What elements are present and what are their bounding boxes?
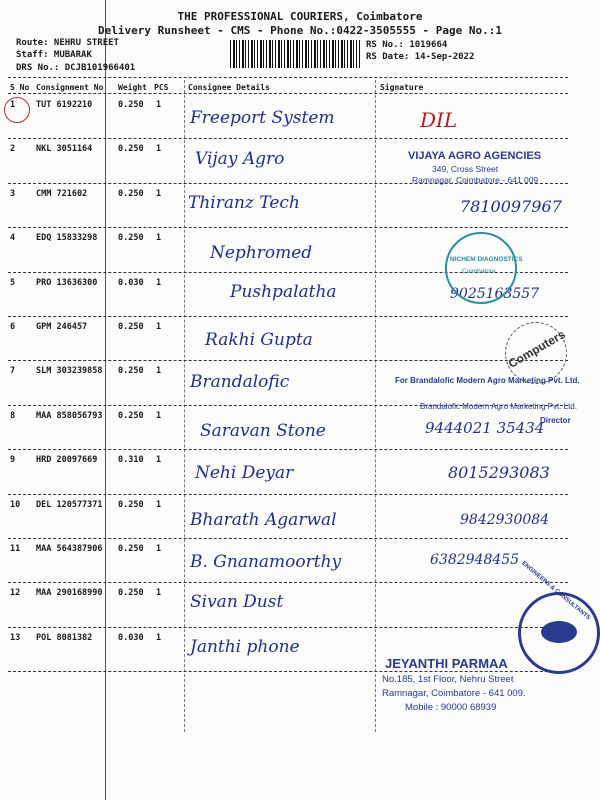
- row-weight: 0.250: [118, 233, 144, 244]
- row-weight: 0.250: [118, 366, 144, 377]
- row-weight: 0.250: [118, 588, 144, 599]
- vijaya-stamp-address: 349, Cross Street: [432, 164, 499, 174]
- row-consignee-handwriting: Saravan Stone: [200, 420, 326, 441]
- row-consignee-handwriting: Brandalofic: [190, 372, 290, 393]
- row-sno: 5: [10, 277, 16, 288]
- row-sno: 7: [10, 366, 16, 377]
- row-divider: [8, 227, 568, 228]
- row-consignment-no: DEL 120577371: [36, 499, 103, 510]
- row-consignee-handwriting: Pushpalatha: [230, 281, 337, 302]
- row-weight: 0.250: [118, 188, 144, 199]
- jeyanthi-stamp-address: No.185, 1st Floor, Nehru Street: [382, 674, 514, 685]
- row-consignment-no: MAA 564387906: [36, 544, 103, 554]
- row-sno: 10: [10, 499, 21, 510]
- row-consignee-handwriting: Freeport System: [190, 108, 335, 128]
- row-consignment-no: MAA 858056793: [36, 410, 103, 421]
- row-weight: 0.250: [118, 410, 144, 421]
- row-consignee-handwriting: Nehi Deyar: [195, 463, 294, 484]
- row-pcs: 1: [156, 632, 162, 643]
- row-divider: [8, 138, 568, 139]
- row-sno: 4: [10, 233, 16, 244]
- row-pcs: 1: [156, 100, 162, 110]
- rs-date: RS Date: 14-Sep-2022: [366, 52, 475, 62]
- row-consignee-handwriting: Thiranz Tech: [188, 192, 300, 213]
- row-weight: 0.030: [118, 632, 144, 643]
- brand-stamp-line2: Brandalofic Modern Agro Marketing Pvt. Ltd.: [420, 402, 577, 411]
- diagnostics-seal-city: Coimbatore: [462, 268, 496, 275]
- jeyanthi-stamp-name: JEYANTHI PARMAA: [385, 656, 508, 671]
- row-signature-handwriting: 9444021 35434: [425, 418, 545, 437]
- row-weight: 0.250: [118, 322, 144, 332]
- row-weight: 0.030: [118, 277, 144, 288]
- col-consignment: Consignment No: [36, 83, 104, 92]
- row-consignee-handwriting: Rakhi Gupta: [205, 330, 313, 350]
- row-signature-handwriting: 6382948455: [430, 552, 520, 568]
- engineers-seal-text: ENGINEERS & CONSULTANTS: [520, 560, 592, 622]
- jeyanthi-stamp-mobile: Mobile : 90000 68939: [405, 702, 497, 713]
- row-divider: [8, 627, 568, 628]
- row-consignee-handwriting: Vijay Agro: [195, 149, 285, 170]
- runsheet-subtitle: Delivery Runsheet - CMS - Phone No.:0422-3505555 - Page No.:1: [98, 24, 502, 37]
- row-pcs: 1: [156, 544, 162, 554]
- row-pcs: 1: [156, 410, 162, 421]
- row-signature-handwriting: 8015293083: [448, 463, 550, 483]
- header-rule: [8, 77, 568, 78]
- divider-signature: [375, 80, 376, 732]
- row-consignee-handwriting: Bharath Agarwal: [190, 509, 337, 530]
- company-title: THE PROFESSIONAL COURIERS, Coimbatore: [177, 10, 423, 23]
- margin-line: [105, 0, 106, 800]
- vijaya-stamp-name: VIJAYA AGRO AGENCIES: [408, 150, 542, 162]
- jeyanthi-stamp-city: Ramnagar, Coimbatore - 641 009.: [382, 688, 526, 699]
- col-sno: S No: [10, 83, 30, 92]
- row-weight: 0.250: [118, 499, 144, 510]
- row-sno: 13: [10, 632, 21, 643]
- row-consignee-handwriting: Nephromed: [210, 243, 313, 264]
- row-consignment-no: SLM 303239858: [36, 366, 103, 377]
- row-divider: [8, 671, 568, 672]
- row-pcs: 1: [156, 277, 162, 288]
- row-divider: [8, 360, 568, 361]
- col-consignee: Consignee Details: [188, 83, 270, 92]
- row-pcs: 1: [156, 322, 162, 332]
- row-consignment-no: POL 8081382: [36, 632, 93, 643]
- row-pcs: 1: [156, 455, 162, 466]
- row-signature-handwriting: DIL: [420, 108, 458, 132]
- row-pcs: 1: [156, 499, 162, 510]
- row-pcs: 1: [156, 188, 162, 199]
- row-pcs: 1: [156, 144, 162, 155]
- row-consignee-handwriting: Janthi phone: [190, 636, 300, 657]
- staff-label: Staff: MUBARAK: [16, 50, 92, 60]
- row-weight: 0.250: [118, 100, 144, 110]
- row-sno: 3: [10, 188, 16, 199]
- row-sno: 6: [10, 322, 16, 332]
- row-sno: 9: [10, 455, 16, 466]
- col-signature: Signature: [380, 83, 424, 92]
- brand-stamp-role: Director: [540, 416, 571, 425]
- col-pcs: PCS: [154, 83, 169, 92]
- computers-seal-text: Computers: [505, 327, 568, 371]
- row-pcs: 1: [156, 233, 162, 244]
- route-label: Route: NEHRU STREET: [16, 38, 119, 48]
- row-pcs: 1: [156, 366, 162, 377]
- row-divider: [8, 494, 568, 495]
- drs-label: DRS No.: DCJB101966401: [16, 63, 136, 73]
- row-signature-handwriting: 9842930084: [460, 511, 550, 528]
- row-consignment-no: HRD 20097669: [36, 455, 98, 466]
- row-sno: 11: [10, 544, 21, 554]
- row-consignment-no: EDQ 15833298: [36, 233, 98, 244]
- row-sno: 1: [10, 100, 16, 110]
- row-signature-handwriting: 9025163557: [450, 285, 540, 302]
- row-signature-handwriting: 7810097967: [460, 196, 562, 216]
- row-consignee-handwriting: B. Gnanamoorthy: [190, 552, 342, 572]
- row-consignment-no: TUT 6192210: [36, 100, 93, 110]
- row-divider: [8, 582, 568, 583]
- row-sno: 2: [10, 144, 16, 155]
- row-divider: [8, 449, 568, 450]
- row-sno: 8: [10, 410, 16, 421]
- brand-stamp-line1: For Brandalofic Modern Agro Marketing Pvt. Ltd.: [395, 376, 580, 385]
- row-weight: 0.310: [118, 455, 144, 466]
- row-consignment-no: CMM 721602: [36, 188, 88, 199]
- col-weight: Weight: [118, 83, 147, 92]
- row-divider: [8, 316, 568, 317]
- row-pcs: 1: [156, 588, 162, 599]
- engineers-seal-icon: [518, 592, 600, 674]
- row-consignment-no: PRO 13636300: [36, 277, 98, 288]
- vijaya-stamp-city: Ramnagar, Coimbatore - 641 009: [412, 175, 539, 185]
- row-consignment-no: NKL 3051164: [36, 144, 93, 155]
- row-consignment-no: GPM 246457: [36, 322, 88, 332]
- rs-no: RS No.: 1019664: [366, 40, 448, 50]
- row-divider: [8, 538, 568, 539]
- tick-circle-icon: [4, 97, 30, 123]
- row-weight: 0.250: [118, 144, 144, 155]
- row-weight: 0.250: [118, 544, 144, 554]
- row-sno: 12: [10, 588, 21, 599]
- divider-consignee: [184, 80, 185, 732]
- columns-rule: [8, 93, 568, 94]
- diagnostics-seal-name: NICHEM DIAGNOSTICS: [450, 256, 523, 263]
- row-consignment-no: MAA 290168990: [36, 588, 103, 599]
- barcode: [230, 40, 360, 68]
- row-consignee-handwriting: Sivan Dust: [190, 592, 284, 613]
